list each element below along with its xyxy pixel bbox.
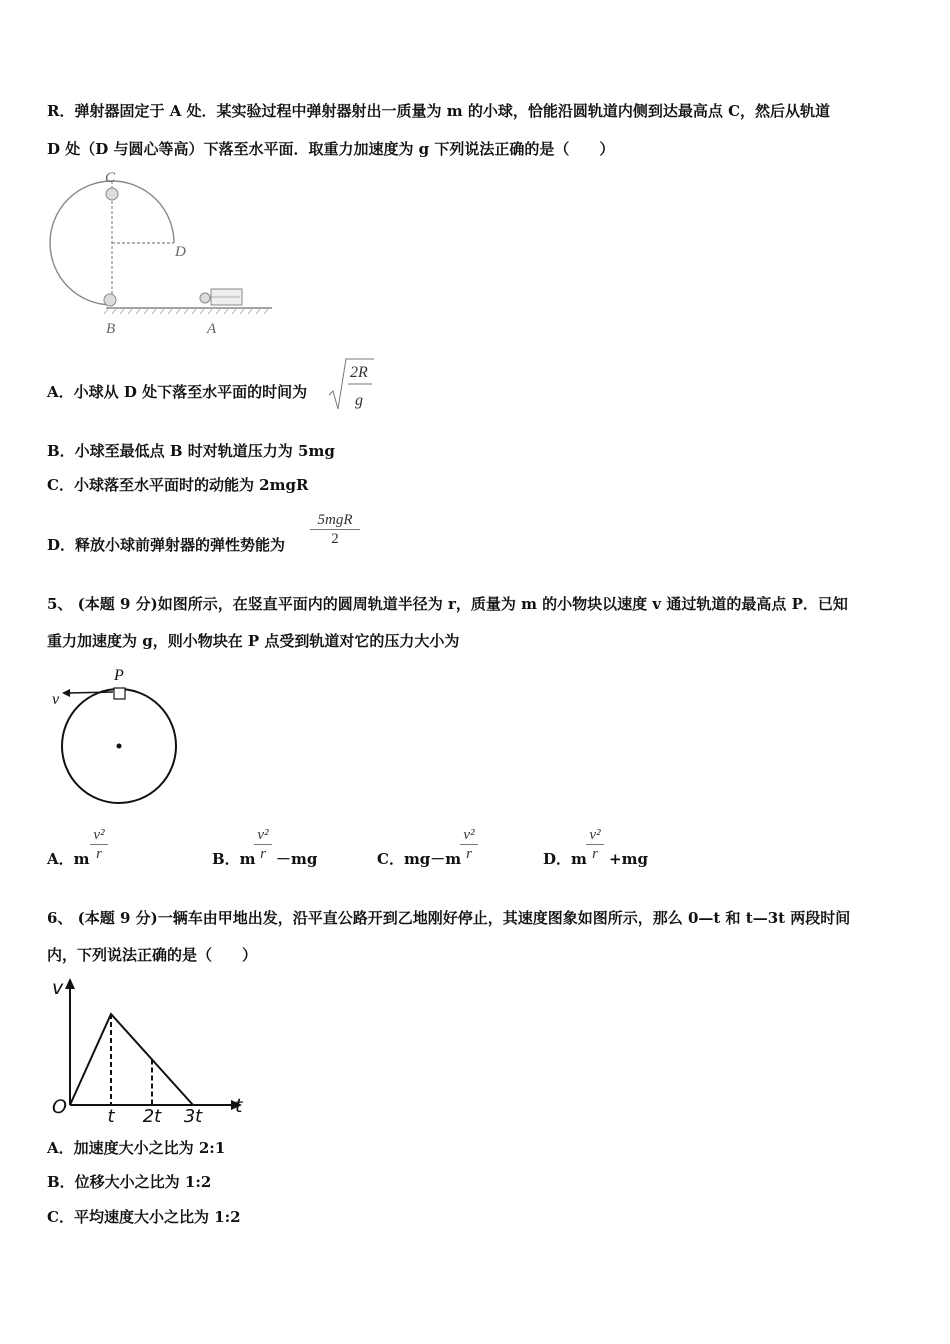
q5-option-b-tail: －mg: [276, 850, 318, 868]
frac-b: v² r: [254, 826, 272, 863]
y-axis-label: v: [52, 977, 64, 999]
y-axis-arrow: [65, 978, 75, 989]
q4-stem-line1: R．弹射器固定于 A 处．某实验过程中弹射器射出一质量为 m 的小球，恰能沿圆轨道内侧到达最高点 C，然后从轨道: [47, 102, 831, 120]
frac-den: 2: [331, 531, 339, 547]
frac-c: v² r: [460, 826, 478, 863]
q4-option-a: A．小球从 D 处下落至水平面的时间为: [47, 383, 308, 401]
ball-launcher: [200, 293, 210, 303]
frac-num: 5mgR: [317, 512, 353, 528]
q5-option-c: C．mg－m: [377, 850, 462, 868]
q4-stem-line2: D 处（D 与圆心等高）下落至水平面．取重力加速度为 g 下列说法正确的是（ ）: [47, 140, 615, 158]
q5-stem-line2: 重力加速度为 g，则小物块在 P 点受到轨道对它的压力大小为: [47, 632, 460, 650]
q5-option-b: B．m: [212, 850, 256, 868]
q6-stem-line1: 6、 (本题 9 分)一辆车由甲地出发，沿平直公路开到乙地刚好停止，其速度图象如图所示，那么 0—t 和 t—3t 两段时间: [47, 909, 851, 927]
label-d: D: [175, 244, 186, 260]
sqrt-num: 2R: [350, 364, 368, 381]
frac-5mgr-over-2: [310, 511, 360, 548]
q5-option-a: A．m: [47, 850, 90, 868]
x-tick-label: t: [107, 1106, 115, 1127]
q4-option-d: D．释放小球前弹射器的弹性势能为: [47, 536, 286, 554]
x-tick-label: 3t: [183, 1106, 203, 1127]
label-c: C: [105, 170, 116, 186]
label-v: v: [52, 691, 60, 708]
q4-option-b: B．小球至最低点 B 时对轨道压力为 5mg: [47, 442, 335, 460]
label-b: B: [106, 321, 116, 337]
sqrt-den: g: [355, 392, 363, 409]
q5-option-d: D．m: [543, 850, 587, 868]
frac-d: v² r: [586, 826, 604, 863]
sqrt-2r-over-g: [328, 357, 376, 413]
ball-bottom: [104, 294, 116, 306]
x-axis-label: t: [235, 1095, 243, 1117]
velocity-series-line: [70, 1014, 193, 1105]
q5-option-d-tail: +mg: [609, 850, 648, 868]
label-a: A: [207, 321, 217, 337]
q5-stem-line1: 5、 (本题 9 分)如图所示，在竖直平面内的圆周轨道半径为 r，质量为 m 的小物块以速度 v 通过轨道的最高点 P．已知: [47, 595, 848, 613]
q4-track-figure: [44, 168, 276, 338]
q6-option-a: A．加速度大小之比为 2:1: [47, 1139, 226, 1157]
frac-a: v² r: [90, 826, 108, 863]
block-p: [114, 688, 125, 699]
q6-velocity-time-chart: [44, 972, 254, 1127]
q6-option-c: C．平均速度大小之比为 1:2: [47, 1208, 241, 1226]
x-tick-label: 2t: [142, 1106, 162, 1127]
ball-top: [106, 188, 118, 200]
label-p: P: [114, 667, 124, 684]
q6-stem-line2: 内，下列说法正确的是（ ）: [47, 946, 258, 964]
q4-option-c: C．小球落至水平面时的动能为 2mgR: [47, 476, 309, 494]
origin-label: O: [52, 1096, 67, 1118]
q5-circle-figure: [46, 662, 186, 808]
q6-option-b: B．位移大小之比为 1:2: [47, 1173, 212, 1191]
